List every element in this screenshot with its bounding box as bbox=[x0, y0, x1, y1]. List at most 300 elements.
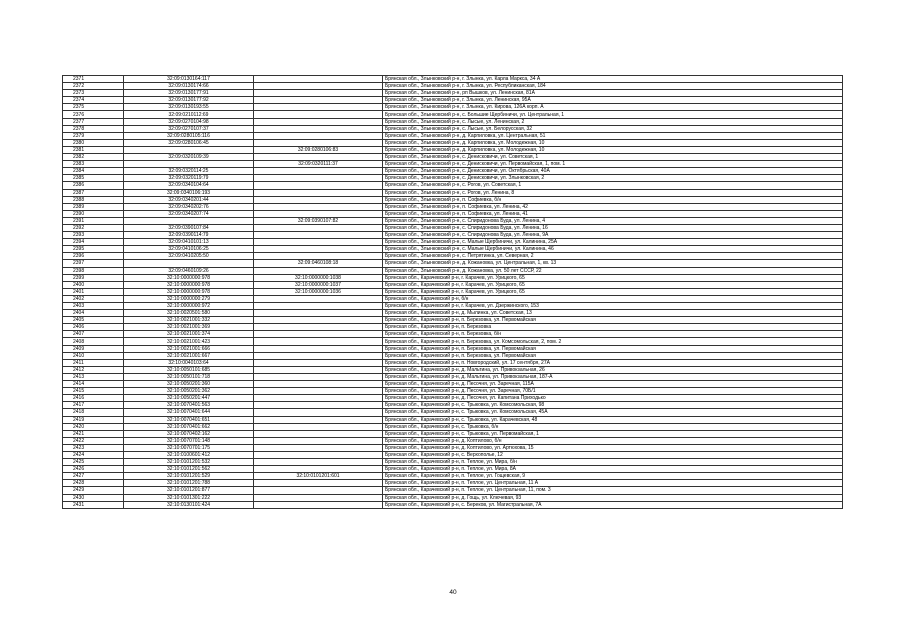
cadastral-number-cell: 32:10:0021001:369 bbox=[124, 324, 254, 331]
table-row bbox=[63, 288, 843, 295]
cadastral-number-cell: 32:10:0021001:332 bbox=[124, 317, 254, 324]
address-cell: Брянская обл., Карачевский р-н, с. Трыковка, б/н bbox=[383, 423, 843, 430]
address-cell: Брянская обл., Карачевский р-н, п. Березовка, б/н bbox=[383, 331, 843, 338]
cadastral-number-cell: 32:10:0101201:529 bbox=[124, 473, 254, 480]
table-row bbox=[63, 161, 843, 168]
cadastral-number-cell: 32:09:0130177:91 bbox=[124, 90, 254, 97]
address-cell: Брянская обл., Карачевский р-н, д. Мальтина, ул. Привокзальная, 187-А bbox=[383, 373, 843, 380]
address-cell: Брянская обл., Злынковский р-н, с. Малые Щербиничи, ул. Калинина, 25А bbox=[383, 239, 843, 246]
address-cell: Брянская обл., Злынковский р-н, с. Лысые, ул. Белорусская, 32 bbox=[383, 125, 843, 132]
row-number-cell: 2373 bbox=[63, 90, 124, 97]
table-row bbox=[63, 210, 843, 217]
cadastral-number-cell: 32:09:0270104:98 bbox=[124, 118, 254, 125]
address-cell: Брянская обл., Карачевский р-н, д. Коптилово, ул. Артюхова, 15 bbox=[383, 444, 843, 451]
table-row bbox=[63, 253, 843, 260]
table-row bbox=[63, 274, 843, 281]
table-row bbox=[63, 168, 843, 175]
cadastral-number-cell: 32:10:0050201:362 bbox=[124, 388, 254, 395]
table-row bbox=[63, 423, 843, 430]
cadastral-number-cell: 32:10:0070701:175 bbox=[124, 444, 254, 451]
address-cell: Брянская обл., Карачевский р-н, п. Березовка, ул. Первомайская bbox=[383, 317, 843, 324]
table-row bbox=[63, 232, 843, 239]
cadastral-number-cell: 32:09:0410101:13 bbox=[124, 239, 254, 246]
address-cell: Брянская обл., Карачевский р-н, д. Песочня, ул. Капитана Приходько bbox=[383, 395, 843, 402]
table-row bbox=[63, 437, 843, 444]
related-cadastral-number-cell bbox=[254, 395, 383, 402]
related-cadastral-number-cell bbox=[254, 267, 383, 274]
cadastral-number-cell: 32:09:0340207:74 bbox=[124, 210, 254, 217]
address-cell: Брянская обл., Злынковский р-н, с. Рогов, ул. Советская, 1 bbox=[383, 182, 843, 189]
related-cadastral-number-cell bbox=[254, 111, 383, 118]
table-row bbox=[63, 295, 843, 302]
cadastral-number-cell: 32:10:0101201:562 bbox=[124, 466, 254, 473]
row-number-cell: 2408 bbox=[63, 338, 124, 345]
row-number-cell: 2392 bbox=[63, 224, 124, 231]
related-cadastral-number-cell bbox=[254, 132, 383, 139]
table-row bbox=[63, 303, 843, 310]
row-number-cell: 2397 bbox=[63, 260, 124, 267]
row-number-cell: 2385 bbox=[63, 175, 124, 182]
address-cell: Брянская обл., Злынковский р-н, д. Карпиловка, ул. Молодежная, 10 bbox=[383, 139, 843, 146]
cadastral-number-cell: 32:10:0100601:412 bbox=[124, 451, 254, 458]
related-cadastral-number-cell bbox=[254, 444, 383, 451]
address-cell: Брянская обл., Карачевский р-н, д. Гощь, ул. Ключевая, 93 bbox=[383, 494, 843, 501]
row-number-cell: 2429 bbox=[63, 487, 124, 494]
cadastral-number-cell: 32:10:0101201:532 bbox=[124, 459, 254, 466]
related-cadastral-number-cell bbox=[254, 437, 383, 444]
cadastral-number-cell: 32:10:0000000:279 bbox=[124, 295, 254, 302]
related-cadastral-number-cell: 32:10:0000000:1037 bbox=[254, 281, 383, 288]
related-cadastral-number-cell bbox=[254, 239, 383, 246]
address-cell: Брянская обл., Злынковский р-н, г. Злынка, ул. Республиканская, 184 bbox=[383, 83, 843, 90]
row-number-cell: 2386 bbox=[63, 182, 124, 189]
address-cell: Брянская обл., Злынковский р-н, д. Карпиловка, ул. Молодежная, 10 bbox=[383, 146, 843, 153]
table-row bbox=[63, 444, 843, 451]
row-number-cell: 2403 bbox=[63, 303, 124, 310]
related-cadastral-number-cell bbox=[254, 76, 383, 83]
address-cell: Брянская обл., Карачевский р-н, б/н bbox=[383, 295, 843, 302]
address-cell: Брянская обл., Злынковский р-н, с. Спиридонова Буда, ул. Ленина, 9А bbox=[383, 232, 843, 239]
row-number-cell: 2415 bbox=[63, 388, 124, 395]
table-row bbox=[63, 239, 843, 246]
row-number-cell: 2426 bbox=[63, 466, 124, 473]
row-number-cell: 2427 bbox=[63, 473, 124, 480]
row-number-cell: 2376 bbox=[63, 111, 124, 118]
address-cell: Брянская обл., Злынковский р-н, с. Спиридонова Буда, ул. Ленина, 16 bbox=[383, 224, 843, 231]
row-number-cell: 2413 bbox=[63, 373, 124, 380]
row-number-cell: 2400 bbox=[63, 281, 124, 288]
row-number-cell: 2377 bbox=[63, 118, 124, 125]
table-row bbox=[63, 430, 843, 437]
table-row bbox=[63, 154, 843, 161]
table-row bbox=[63, 104, 843, 111]
row-number-cell: 2388 bbox=[63, 196, 124, 203]
row-number-cell: 2419 bbox=[63, 416, 124, 423]
address-cell: Брянская обл., Карачевский р-н, с. Трыковка, ул. Первомайская, 1 bbox=[383, 430, 843, 437]
row-number-cell: 2390 bbox=[63, 210, 124, 217]
row-number-cell: 2424 bbox=[63, 451, 124, 458]
related-cadastral-number-cell bbox=[254, 210, 383, 217]
table-row bbox=[63, 331, 843, 338]
cadastral-number-cell: 32:10:0070401:563 bbox=[124, 402, 254, 409]
table-row bbox=[63, 146, 843, 153]
row-number-cell: 2422 bbox=[63, 437, 124, 444]
row-number-cell: 2379 bbox=[63, 132, 124, 139]
table-row bbox=[63, 416, 843, 423]
related-cadastral-number-cell bbox=[254, 224, 383, 231]
address-cell: Брянская обл., Злынковский р-н, д. Кожановка, ул. Центральная, 1, кв. 13 bbox=[383, 260, 843, 267]
related-cadastral-number-cell bbox=[254, 466, 383, 473]
address-cell: Брянская обл., Злынковский р-н, с. Денисковичи, ул. Октябрьская, 40А bbox=[383, 168, 843, 175]
related-cadastral-number-cell: 32:10:0000000:1038 bbox=[254, 274, 383, 281]
address-cell: Брянская обл., Карачевский р-н, п. Теплое, ул. Мира, б/н bbox=[383, 459, 843, 466]
cadastral-number-cell: 32:10:0050201:360 bbox=[124, 381, 254, 388]
cadastral-number-cell: 32:10:0021001:423 bbox=[124, 338, 254, 345]
address-cell: Брянская обл., Карачевский р-н, п. Березовка, ул. Первомайская bbox=[383, 352, 843, 359]
related-cadastral-number-cell: 32:09:0460108:18 bbox=[254, 260, 383, 267]
related-cadastral-number-cell: 32:09:0280106:83 bbox=[254, 146, 383, 153]
table-row bbox=[63, 189, 843, 196]
row-number-cell: 2375 bbox=[63, 104, 124, 111]
related-cadastral-number-cell bbox=[254, 409, 383, 416]
related-cadastral-number-cell bbox=[254, 104, 383, 111]
address-cell: Брянская обл., Злынковский р-н, д. Карпиловка, ул. Центральная, 51 bbox=[383, 132, 843, 139]
related-cadastral-number-cell: 32:09:0390107:82 bbox=[254, 217, 383, 224]
related-cadastral-number-cell bbox=[254, 317, 383, 324]
cadastral-number-cell: 32:09:0460109:26 bbox=[124, 267, 254, 274]
related-cadastral-number-cell bbox=[254, 125, 383, 132]
address-cell: Брянская обл., Злынковский р-н, с. Петрятинка, ул. Северная, 2 bbox=[383, 253, 843, 260]
cadastral-number-cell: 32:09:0210112:69 bbox=[124, 111, 254, 118]
row-number-cell: 2421 bbox=[63, 430, 124, 437]
table-row bbox=[63, 388, 843, 395]
related-cadastral-number-cell bbox=[254, 310, 383, 317]
address-cell: Брянская обл., Карачевский р-н, д. Мылинка, ул. Советская, 13 bbox=[383, 310, 843, 317]
address-cell: Брянская обл., Злынковский р-н, г. Злынка, ул. Ленинская, 95А bbox=[383, 97, 843, 104]
related-cadastral-number-cell bbox=[254, 402, 383, 409]
row-number-cell: 2409 bbox=[63, 345, 124, 352]
address-cell: Брянская обл., Карачевский р-н, п. Березовка, ул. Первомайская bbox=[383, 345, 843, 352]
row-number-cell: 2374 bbox=[63, 97, 124, 104]
address-cell: Брянская обл., Карачевский р-н, с. Трыковка, ул. Комсомольская, 98 bbox=[383, 402, 843, 409]
table-row bbox=[63, 395, 843, 402]
table-row bbox=[63, 352, 843, 359]
address-cell: Брянская обл., Карачевский р-н, п. Новгородский, ул. 17 сентября, 27А bbox=[383, 359, 843, 366]
table-row bbox=[63, 139, 843, 146]
row-number-cell: 2391 bbox=[63, 217, 124, 224]
cadastral-number-cell: 32:10:0020501:580 bbox=[124, 310, 254, 317]
address-cell: Брянская обл., Карачевский р-н, г. Карачев, ул. Урицкого, 65 bbox=[383, 288, 843, 295]
related-cadastral-number-cell bbox=[254, 381, 383, 388]
row-number-cell: 2382 bbox=[63, 154, 124, 161]
address-cell: Брянская обл., Злынковский р-н, с. Рогов, ул. Ленина, 8 bbox=[383, 189, 843, 196]
address-cell: Брянская обл., Карачевский р-н, г. Карачев, ул. Урицкого, 65 bbox=[383, 274, 843, 281]
cadastral-number-cell: 32:09:0390107:84 bbox=[124, 224, 254, 231]
row-number-cell: 2428 bbox=[63, 480, 124, 487]
row-number-cell: 2407 bbox=[63, 331, 124, 338]
related-cadastral-number-cell bbox=[254, 480, 383, 487]
address-cell: Брянская обл., Злынковский р-н, п. Софиевка, ул. Ленина, 42 bbox=[383, 203, 843, 210]
related-cadastral-number-cell bbox=[254, 90, 383, 97]
cadastral-number-cell: 32:09:0130164:117 bbox=[124, 76, 254, 83]
related-cadastral-number-cell bbox=[254, 338, 383, 345]
table-row bbox=[63, 196, 843, 203]
related-cadastral-number-cell bbox=[254, 345, 383, 352]
address-cell: Брянская обл., Карачевский р-н, г. Карачев, ул. Дзержинского, 153 bbox=[383, 303, 843, 310]
cadastral-number-cell: 32:10:0021001:667 bbox=[124, 352, 254, 359]
row-number-cell: 2387 bbox=[63, 189, 124, 196]
related-cadastral-number-cell: 32:10:0101201:601 bbox=[254, 473, 383, 480]
row-number-cell: 2378 bbox=[63, 125, 124, 132]
cadastral-number-cell: 32:09:0280105:116 bbox=[124, 132, 254, 139]
row-number-cell: 2418 bbox=[63, 409, 124, 416]
related-cadastral-number-cell bbox=[254, 352, 383, 359]
row-number-cell: 2393 bbox=[63, 232, 124, 239]
cadastral-number-cell: 32:10:0000000:978 bbox=[124, 281, 254, 288]
row-number-cell: 2380 bbox=[63, 139, 124, 146]
cadastral-number-cell: 32:09:0410106:25 bbox=[124, 246, 254, 253]
related-cadastral-number-cell bbox=[254, 359, 383, 366]
related-cadastral-number-cell: 32:09:0320111:37 bbox=[254, 161, 383, 168]
related-cadastral-number-cell bbox=[254, 196, 383, 203]
row-number-cell: 2399 bbox=[63, 274, 124, 281]
cadastral-number-cell: 32:10:0000000:978 bbox=[124, 288, 254, 295]
cadastral-number-cell: 32:10:0000000:972 bbox=[124, 303, 254, 310]
table-row bbox=[63, 402, 843, 409]
cadastral-number-cell: 32:10:0021001:666 bbox=[124, 345, 254, 352]
related-cadastral-number-cell bbox=[254, 232, 383, 239]
related-cadastral-number-cell bbox=[254, 388, 383, 395]
table-row bbox=[63, 459, 843, 466]
table-row bbox=[63, 338, 843, 345]
row-number-cell: 2425 bbox=[63, 459, 124, 466]
table-row bbox=[63, 324, 843, 331]
related-cadastral-number-cell bbox=[254, 203, 383, 210]
cadastral-number-cell: 32:10:0050101:685 bbox=[124, 366, 254, 373]
property-table bbox=[62, 75, 843, 509]
row-number-cell: 2417 bbox=[63, 402, 124, 409]
table-row bbox=[63, 217, 843, 224]
address-cell: Брянская обл., Карачевский р-н, п. Теплое, ул. Центральная, 11, пом. 3 bbox=[383, 487, 843, 494]
related-cadastral-number-cell bbox=[254, 253, 383, 260]
address-cell: Брянская обл., Злынковский р-н, рп Вышков, ул. Ленинская, 81А bbox=[383, 90, 843, 97]
table-row bbox=[63, 203, 843, 210]
cadastral-number-cell: 32:10:0000000:978 bbox=[124, 274, 254, 281]
related-cadastral-number-cell bbox=[254, 97, 383, 104]
property-table-body bbox=[63, 76, 843, 509]
address-cell: Брянская обл., Злынковский р-н, г. Злынка, ул. Карла Маркса, 34 А bbox=[383, 76, 843, 83]
row-number-cell: 2412 bbox=[63, 366, 124, 373]
related-cadastral-number-cell bbox=[254, 118, 383, 125]
row-number-cell: 2420 bbox=[63, 423, 124, 430]
address-cell: Брянская обл., Карачевский р-н, д. Песочня, ул. Заречная, 115А bbox=[383, 381, 843, 388]
table-row bbox=[63, 260, 843, 267]
row-number-cell: 2402 bbox=[63, 295, 124, 302]
related-cadastral-number-cell bbox=[254, 416, 383, 423]
address-cell: Брянская обл., Злынковский р-н, с. Денисковичи, ул. Советская, 1 bbox=[383, 154, 843, 161]
row-number-cell: 2394 bbox=[63, 239, 124, 246]
table-row bbox=[63, 409, 843, 416]
row-number-cell: 2414 bbox=[63, 381, 124, 388]
related-cadastral-number-cell bbox=[254, 182, 383, 189]
table-row bbox=[63, 182, 843, 189]
cadastral-number-cell bbox=[124, 161, 254, 168]
table-row bbox=[63, 224, 843, 231]
table-row bbox=[63, 281, 843, 288]
table-row bbox=[63, 97, 843, 104]
table-row bbox=[63, 83, 843, 90]
cadastral-number-cell: 32:10:0050101:718 bbox=[124, 373, 254, 380]
cadastral-number-cell: 32:10:0101201:788 bbox=[124, 480, 254, 487]
address-cell: Брянская обл., Злынковский р-н, с. Лысые, ул. Ленинская, 2 bbox=[383, 118, 843, 125]
table-row bbox=[63, 246, 843, 253]
cadastral-number-cell: 32:09:0130174:66 bbox=[124, 83, 254, 90]
table-row bbox=[63, 111, 843, 118]
table-row bbox=[63, 118, 843, 125]
related-cadastral-number-cell bbox=[254, 501, 383, 508]
page-number: 40 bbox=[449, 589, 457, 596]
row-number-cell: 2404 bbox=[63, 310, 124, 317]
table-row bbox=[63, 366, 843, 373]
address-cell: Брянская обл., Злынковский р-н, п. Софиевка, б/н bbox=[383, 196, 843, 203]
cadastral-number-cell: 32:10:0070402:162 bbox=[124, 430, 254, 437]
related-cadastral-number-cell bbox=[254, 295, 383, 302]
row-number-cell: 2389 bbox=[63, 203, 124, 210]
table-row bbox=[63, 132, 843, 139]
related-cadastral-number-cell bbox=[254, 154, 383, 161]
address-cell: Брянская обл., Карачевский р-н, с. Верхополье, 12 bbox=[383, 451, 843, 458]
row-number-cell: 2381 bbox=[63, 146, 124, 153]
address-cell: Брянская обл., Карачевский р-н, г. Карачев, ул. Урицкого, 65 bbox=[383, 281, 843, 288]
address-cell: Брянская обл., Злынковский р-н, с. Денисковичи, ул. Злынковская, 2 bbox=[383, 175, 843, 182]
row-number-cell: 2372 bbox=[63, 83, 124, 90]
related-cadastral-number-cell bbox=[254, 487, 383, 494]
address-cell: Брянская обл., Злынковский р-н, с. Большие Щербиничи, ул. Центральная, 1 bbox=[383, 111, 843, 118]
address-cell: Брянская обл., Злынковский р-н, г. Злынка, ул. Кирова, 126А корп. А bbox=[383, 104, 843, 111]
cadastral-number-cell: 32:10:0101201:877 bbox=[124, 487, 254, 494]
address-cell: Брянская обл., Карачевский р-н, п. Березовка, ул. Комсомольская, 2, пом. 2 bbox=[383, 338, 843, 345]
cadastral-number-cell: 32:10:0101301:222 bbox=[124, 494, 254, 501]
related-cadastral-number-cell bbox=[254, 83, 383, 90]
table-row bbox=[63, 359, 843, 366]
address-cell: Брянская обл., Карачевский р-н, с. Береков, ул. Магистральная, 7А bbox=[383, 501, 843, 508]
related-cadastral-number-cell bbox=[254, 459, 383, 466]
address-cell: Брянская обл., Карачевский р-н, д. Песочня, ул. Заречная, 70Б/1 bbox=[383, 388, 843, 395]
related-cadastral-number-cell bbox=[254, 189, 383, 196]
cadastral-number-cell: 32:10:0070401:651 bbox=[124, 416, 254, 423]
table-row bbox=[63, 76, 843, 83]
address-cell: Брянская обл., Карачевский р-н, с. Трыковка, ул. Комсомольская, 45А bbox=[383, 409, 843, 416]
cadastral-number-cell: 32:09:0130193:55 bbox=[124, 104, 254, 111]
cadastral-number-cell: 32:10:0040103:64 bbox=[124, 359, 254, 366]
cadastral-number-cell: 32:09:0340201:44 bbox=[124, 196, 254, 203]
related-cadastral-number-cell bbox=[254, 303, 383, 310]
address-cell: Брянская обл., Злынковский р-н, д. Кожановка, ул. 50 лет СССР, 22 bbox=[383, 267, 843, 274]
table-row bbox=[63, 494, 843, 501]
related-cadastral-number-cell bbox=[254, 430, 383, 437]
cadastral-number-cell: 32:09:0340104:64 bbox=[124, 182, 254, 189]
cadastral-number-cell: 32:09:0410205:50 bbox=[124, 253, 254, 260]
related-cadastral-number-cell bbox=[254, 366, 383, 373]
related-cadastral-number-cell bbox=[254, 373, 383, 380]
related-cadastral-number-cell bbox=[254, 324, 383, 331]
cadastral-number-cell: 32:10:0070401:644 bbox=[124, 409, 254, 416]
cadastral-number-cell: 32:10:0021001:374 bbox=[124, 331, 254, 338]
related-cadastral-number-cell bbox=[254, 246, 383, 253]
row-number-cell: 2401 bbox=[63, 288, 124, 295]
cadastral-number-cell: 32:09:0340202:76 bbox=[124, 203, 254, 210]
row-number-cell: 2416 bbox=[63, 395, 124, 402]
related-cadastral-number-cell bbox=[254, 175, 383, 182]
address-cell: Брянская обл., Злынковский р-н, с. Спиридонова Буда, ул. Ленина, 4 bbox=[383, 217, 843, 224]
row-number-cell: 2405 bbox=[63, 317, 124, 324]
row-number-cell: 2430 bbox=[63, 494, 124, 501]
cadastral-number-cell: 32:09:0270107:37 bbox=[124, 125, 254, 132]
cadastral-number-cell bbox=[124, 146, 254, 153]
related-cadastral-number-cell bbox=[254, 168, 383, 175]
cadastral-number-cell bbox=[124, 260, 254, 267]
cadastral-number-cell: 32:10:0130101:424 bbox=[124, 501, 254, 508]
address-cell: Брянская обл., Карачевский р-н, д. Мальтина, ул. Привокзальная, 26 bbox=[383, 366, 843, 373]
related-cadastral-number-cell bbox=[254, 139, 383, 146]
row-number-cell: 2395 bbox=[63, 246, 124, 253]
row-number-cell: 2423 bbox=[63, 444, 124, 451]
cadastral-number-cell: 32:09:0320109:39 bbox=[124, 154, 254, 161]
cadastral-number-cell: 32:10:0070401:662 bbox=[124, 423, 254, 430]
table-row bbox=[63, 473, 843, 480]
row-number-cell: 2411 bbox=[63, 359, 124, 366]
address-cell: Брянская обл., Карачевский р-н, п. Березовка bbox=[383, 324, 843, 331]
cadastral-number-cell: 32:09:0130177:92 bbox=[124, 97, 254, 104]
related-cadastral-number-cell bbox=[254, 494, 383, 501]
related-cadastral-number-cell bbox=[254, 451, 383, 458]
table-row bbox=[63, 90, 843, 97]
table-row bbox=[63, 317, 843, 324]
cadastral-number-cell: 32:09:0340106:193 bbox=[124, 189, 254, 196]
row-number-cell: 2410 bbox=[63, 352, 124, 359]
table-row bbox=[63, 480, 843, 487]
cadastral-number-cell: 32:09:0280106:45 bbox=[124, 139, 254, 146]
address-cell: Брянская обл., Карачевский р-н, п. Теплое, ул. Центральная, 11 А bbox=[383, 480, 843, 487]
cadastral-number-cell: 32:09:0390114:79 bbox=[124, 232, 254, 239]
address-cell: Брянская обл., Злынковский р-н, п. Софиевка, ул. Ленина, 41 bbox=[383, 210, 843, 217]
cadastral-number-cell bbox=[124, 217, 254, 224]
table-row bbox=[63, 267, 843, 274]
row-number-cell: 2431 bbox=[63, 501, 124, 508]
table-row bbox=[63, 125, 843, 132]
related-cadastral-number-cell bbox=[254, 331, 383, 338]
related-cadastral-number-cell bbox=[254, 423, 383, 430]
cadastral-number-cell: 32:10:0050201:447 bbox=[124, 395, 254, 402]
cadastral-number-cell: 32:09:0320119:79 bbox=[124, 175, 254, 182]
table-row bbox=[63, 487, 843, 494]
row-number-cell: 2383 bbox=[63, 161, 124, 168]
related-cadastral-number-cell: 32:10:0000000:1036 bbox=[254, 288, 383, 295]
row-number-cell: 2384 bbox=[63, 168, 124, 175]
table-row bbox=[63, 381, 843, 388]
row-number-cell: 2398 bbox=[63, 267, 124, 274]
table-row bbox=[63, 310, 843, 317]
table-row bbox=[63, 501, 843, 508]
address-cell: Брянская обл., Карачевский р-н, п. Теплое, ул. Мира, 8А bbox=[383, 466, 843, 473]
table-row bbox=[63, 373, 843, 380]
table-row bbox=[63, 175, 843, 182]
row-number-cell: 2396 bbox=[63, 253, 124, 260]
address-cell: Брянская обл., Карачевский р-н, с. Трыковка, ул. Карачевская, 48 bbox=[383, 416, 843, 423]
cadastral-number-cell: 32:10:0070701:148 bbox=[124, 437, 254, 444]
table-row bbox=[63, 466, 843, 473]
table-row bbox=[63, 451, 843, 458]
